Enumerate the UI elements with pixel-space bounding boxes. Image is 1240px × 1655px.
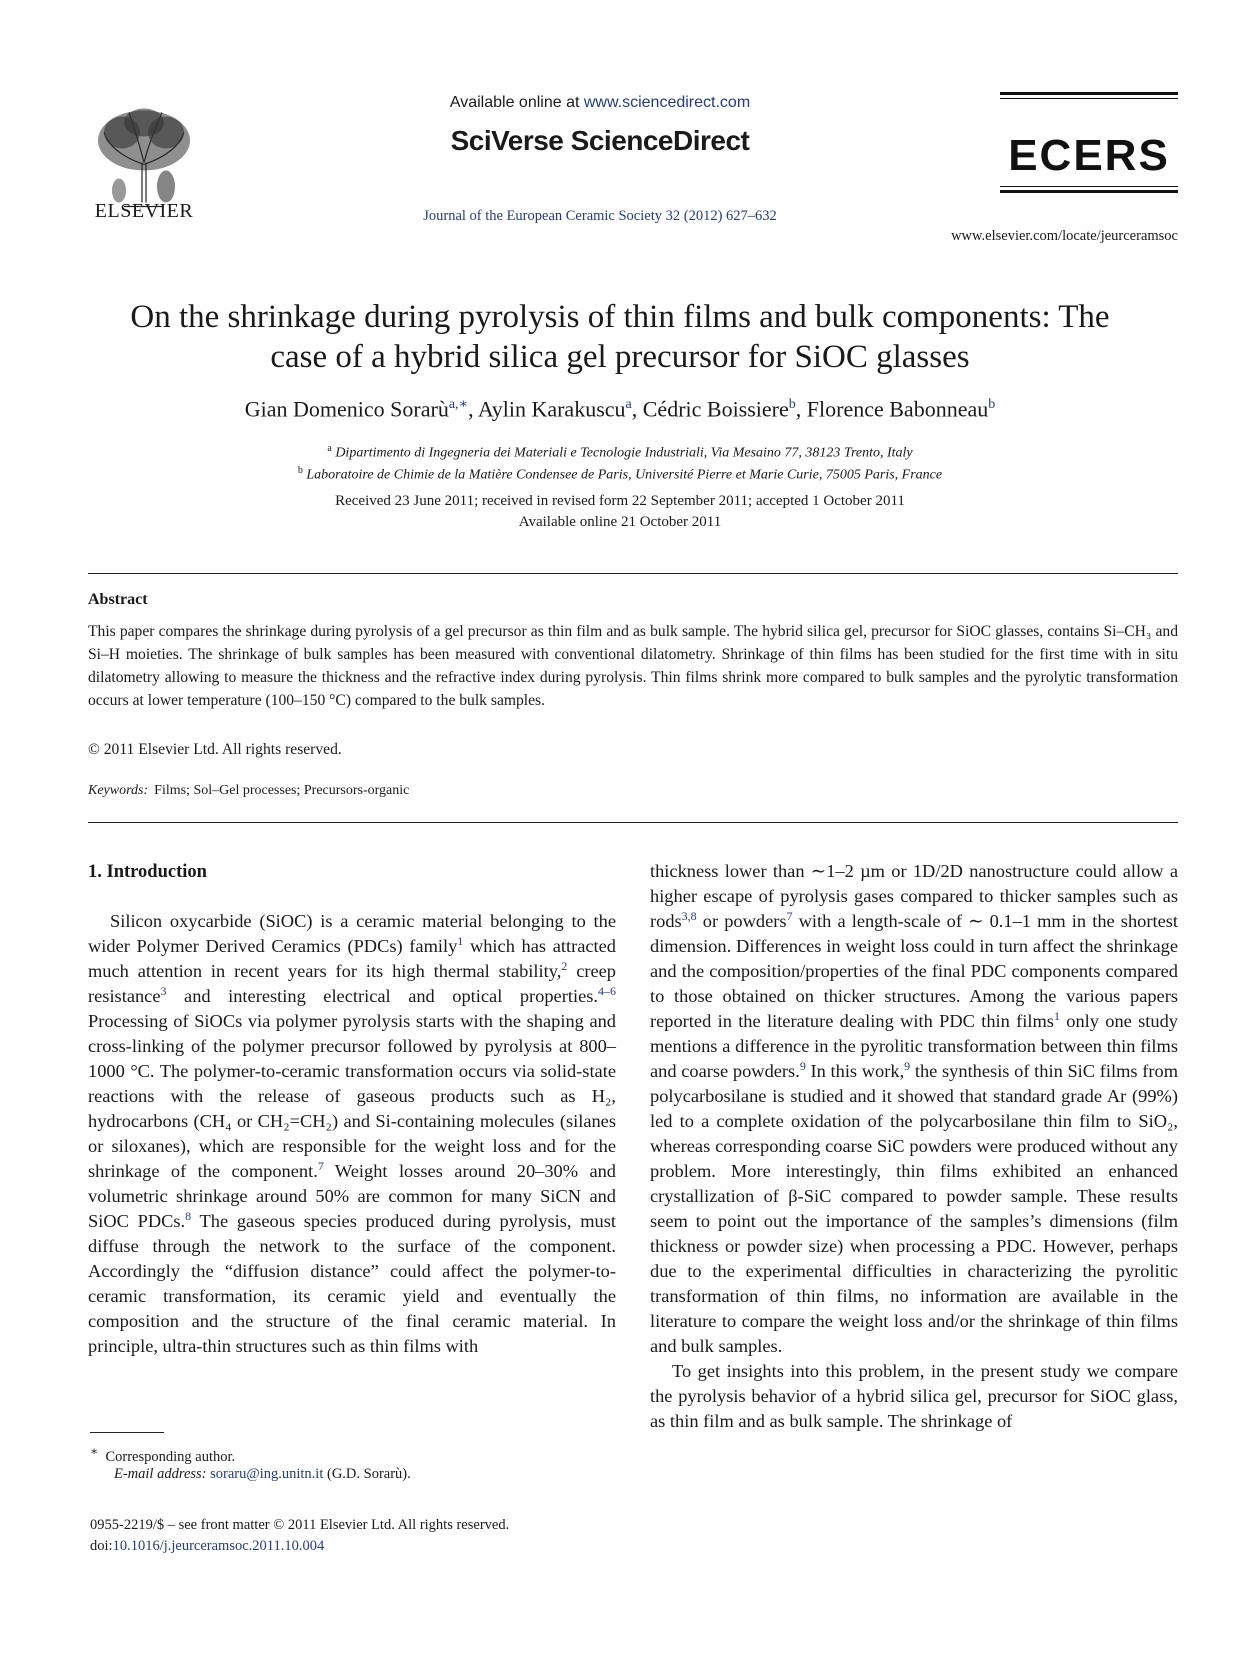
section-heading-introduction: 1. Introduction [88,862,207,882]
abstract-heading: Abstract [88,591,148,608]
left-column [88,909,616,1359]
platform-name: SciVerse ScienceDirect [450,125,750,156]
header-rule-bottom [1000,190,1178,193]
author-affil-ref[interactable]: a,∗ [448,397,469,412]
email-link[interactable]: soraru@ing.unitn.it [210,1466,324,1482]
citation-ref[interactable]: 8 [185,1208,192,1223]
affiliation-text: Dipartimento di Ingegneria dei Materiali e Tecnologie Industriali, Via Mesaino 77, 38123 Trento, Italy [335,445,913,461]
journal-logo-text: ECERS [1008,131,1170,178]
ecers-journal-logo-icon [1000,128,1178,178]
right-column [650,859,1178,1434]
sciencedirect-link[interactable]: www.sciencedirect.com [583,94,751,111]
author-name: Florence Babonneau [806,396,989,422]
publisher-name: ELSEVIER [94,200,194,222]
author-name: Gian Domenico Sorarù [244,396,449,422]
keywords-list: Films; Sol–Gel processes; Precursors-organic [154,783,410,798]
title-line-2: case of a hybrid silica gel precursor for SiOC glasses [270,339,970,375]
abstract-body: This paper compares the shrinkage during pyrolysis of a gel precursor as thin film and as bulk sample. The hybrid silica gel, precursor for SiOC glasses, contains Si–CH₃ and Si–H moieties. The shrinkage of bulk samples has been measured with conventional dilatometry. Shrinkage of thin films has been studied for the first time with in situ dilatometry allowing to measure the thickness and the refractive index during pyrolysis. Thin films shrink more compared to bulk samples and the pyrolytic transformation occurs at lower temperature (100–150 °C) compared to the bulk samples. [88,623,1178,709]
divider-bottom [88,822,1178,823]
issn-line: 0955-2219/$ – see front matter © 2011 Elsevier Ltd. All rights reserved. [90,1517,510,1533]
email-suffix: (G.D. Sorarù). [326,1466,411,1482]
author-affil-ref[interactable]: a [625,397,632,412]
corresponding-author-note [90,1444,235,1466]
intro-paragraph-1-cont: thickness lower than ∼1–2 µm or 1D/2D nanostructure could allow a higher escape of pyrolysis gases compared to thicker samples such as rods$^{3,8}$ or powders$^7$ with a length-scale of ∼ 0.1–1 mm in the shortest dimension. Differences in weight loss could in turn affect the shrinkage and the composition/properties of the final PDC components compared to those obtained on thicker structures. Among the various papers reported in the literature dealing with PDC thin films$^1$ only one study mentions a difference in the pyrolitic transformation between thin films and coarse powders.$^9$ In this work,$^9$ the synthesis of thin SiC films from polycarbosilane is studied and it showed that standard grade Ar (99%) led to a complete oxidation of the polycarbosilane thin film to SiO₂, whereas corresponding coarse SiC powders were produced without any problem. More interestingly, thin films exhibited an enhanced crystallization of β-SiC compared to powder sample. These results seem to point out the importance of the samples’s dimensions (film thickness or powder size) when processing a PDC. However, perhaps due to the experimental difficulties in characterizing the pyrolitic transformation of thin films, no information are available in the literature to compare the weight loss and/or the shrinkage of thin films and bulk samples. [650,861,1179,1356]
intro-paragraph-2: To get insights into this problem, in the present study we compare the pyrolysis behavior of a hybrid silica gel, precursor for SiOC glass, as thin film and as bulk sample. The shrinkage of [650,1361,1178,1431]
citation-ref[interactable]: 2 [561,958,568,973]
affiliation-key: a [327,443,332,454]
email-label: E-mail address: [114,1466,207,1482]
citation-ref[interactable]: 7 [317,1158,324,1173]
corresponding-author-label: Corresponding author. [105,1448,236,1465]
citation-ref[interactable]: 3,8 [681,908,697,923]
author-list: Gian Domenico Sorarù$^{a,∗}$, Aylin Karakuscu$^a$, Cédric Boissiere$^b$, Florence Babonneau$^b$ [244,396,996,422]
citation-ref[interactable]: 4–6 [598,983,616,998]
article-title [90,297,1150,377]
header-rule-top-thin [1000,98,1178,99]
available-online-date: Available online 21 October 2011 [518,514,722,530]
keywords [88,783,409,799]
divider-top [88,573,1178,574]
citation-ref[interactable]: 9 [799,1058,806,1073]
doi-prefix: doi: [90,1538,113,1554]
author-affil-ref[interactable]: b [788,397,796,412]
email-line [114,1466,411,1483]
citation-ref[interactable]: 9 [904,1058,911,1073]
citation-ref[interactable]: 7 [786,908,793,923]
citation-ref[interactable]: 1 [457,933,464,948]
journal-url[interactable]: www.elsevier.com/locate/jeurceramsoc [951,228,1178,244]
header-rule-top [1000,92,1178,95]
footnote-rule [90,1432,164,1433]
intro-paragraph-1: Silicon oxycarbide (SiOC) is a ceramic material belonging to the wider Polymer Derived Ceramics (PDCs) family$^1$ which has attracted much attention in recent years for its high thermal stability,$^2$ creep resistance$^3$ and interesting electrical and optical properties.$^{4-6}$ Processing of SiOCs via polymer pyrolysis starts with the shaping and cross-linking of the polymer precursor followed by pyrolysis at 800–1000 °C. The polymer-to-ceramic transformation occurs via solid-state reactions with the release of gaseous products such as H₂, hydrocarbons (CH₄ or CH₂=CH₂) and Si-containing molecules (silanes or siloxanes), which are responsible for the weight loss and for the shrinkage of the component.$^7$ Weight losses around 20–30% and volumetric shrinkage around 50% are common for many SiCN and SiOC PDCs.$^8$ The gaseous species produced during pyrolysis, must diffuse through the network to the surface of the component. Accordingly the “diffusion distance” could affect the polymer-to-ceramic transformation, its ceramic yield and eventually the composition and the structure of the final ceramic material. In principle, ultra-thin structures such as thin films with [88,911,616,1356]
author-name: Aylin Karakuscu [477,396,626,422]
doi-link[interactable]: 10.1016/j.jeurceramsoc.2011.10.004 [112,1538,325,1554]
keywords-label: Keywords: [88,783,149,798]
affiliation-key: b [297,465,303,476]
received-dates: Received 23 June 2011; received in revised form 22 September 2011; accepted 1 October 2011 [335,493,905,509]
affiliation-b [90,465,1150,484]
citation-ref[interactable]: 3 [160,983,167,998]
affiliation-a [90,443,1150,462]
journal-citation-link[interactable]: Journal of the European Ceramic Society 32 (2012) 627–632 [423,208,777,224]
available-online-line [300,94,900,112]
abstract-copyright: © 2011 Elsevier Ltd. All rights reserved. [88,741,342,758]
author-name: Cédric Boissiere [642,396,789,422]
footnote-mark: ∗ [90,1444,99,1458]
citation-ref[interactable]: 1 [1053,1008,1060,1023]
doi-line [90,1538,324,1555]
header-rule-bottom-thin [1000,186,1178,187]
title-line-1: On the shrinkage during pyrolysis of thin films and bulk components: The [130,299,1110,335]
author-affil-ref[interactable]: b [988,397,996,412]
affiliation-text: Laboratoire de Chimie de la Matière Condensee de Paris, Université Pierre et Marie Curie, 75005 Paris, France [306,467,943,483]
available-online-prefix: Available online at [449,94,584,111]
